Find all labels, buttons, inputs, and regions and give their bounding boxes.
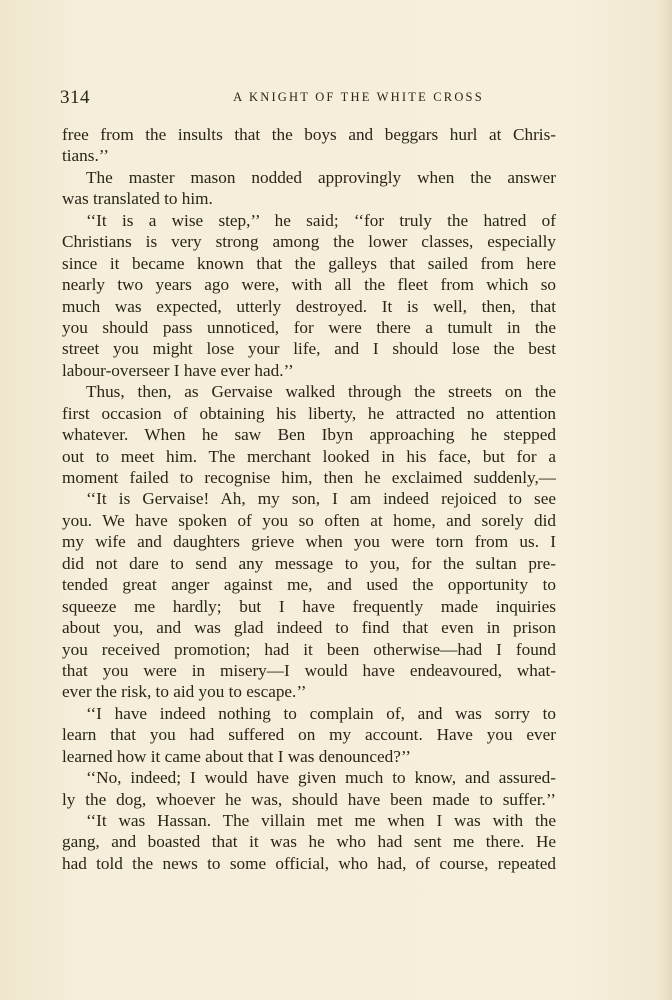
text-line: nearly two years ago were, with all the fleet from which so [62, 275, 556, 295]
text-line: Christians is very strong among the lower classes, especially [62, 232, 556, 252]
text-line: ‘‘It is a wise step,’’ he said; ‘‘for truly the hatred of [86, 210, 556, 230]
text-line: ‘‘It was Hassan. The villain met me when I was with the [86, 811, 556, 830]
text-line: gang, and boasted that it was he who had sent me there. He [62, 832, 556, 852]
text-line: ‘‘It is Gervaise! Ah, my son, I am indeed rejoiced to see [86, 489, 556, 509]
text-line: you received promotion; had it been otherwise—had I found [62, 639, 556, 659]
text-line: was translated to him. [62, 189, 213, 209]
text-line: you should pass unnoticed, for were there a tumult in the [62, 317, 556, 337]
text-line: you. We have spoken of you so often at home, and sorely did [62, 510, 556, 530]
body-text [62, 124, 556, 874]
page-number: 314 [60, 87, 90, 108]
text-line: squeeze me hardly; but I have frequently made inquiries [62, 596, 556, 616]
text-line: ever the risk, to aid you to escape.’’ [62, 682, 307, 702]
text-line: street you might lose your life, and I should lose the best [62, 339, 556, 359]
text-line: first occasion of obtaining his liberty, he attracted no attention [62, 403, 556, 423]
text-line: free from the insults that the boys and beggars hurl at Chris- [62, 125, 556, 144]
text-line: since it became known that the galleys that sailed from here [62, 253, 556, 273]
running-title: A KNIGHT OF THE WHITE CROSS [233, 90, 484, 104]
text-line: much was expected, utterly destroyed. It is well, then, that [62, 296, 556, 316]
text-line: my wife and daughters grieve when you were torn from us. I [62, 532, 556, 552]
text-line: Thus, then, as Gervaise walked through the streets on the [86, 382, 556, 402]
text-line: whatever. When he saw Ben Ibyn approaching he stepped [62, 425, 556, 445]
text-line: ‘‘I have indeed nothing to complain of, and was sorry to [86, 703, 556, 723]
text-line: ly the dog, whoever he was, should have been made to suffer.’’ [62, 789, 556, 809]
text-line: labour-overseer I have ever had.’’ [62, 360, 294, 380]
text-line: moment failed to recognise him, then he exclaimed suddenly,— [62, 468, 556, 487]
text-line: learn that you had suffered on my account. Have you ever [62, 725, 556, 745]
text-line: out to meet him. The merchant looked in his face, but for a [62, 446, 556, 466]
text-line: did not dare to send any message to you, for the sultan pre- [62, 553, 556, 573]
text-line: The master mason nodded approvingly when the answer [86, 167, 556, 187]
text-line: had told the news to some official, who had, of course, repeated [62, 853, 556, 873]
running-head [60, 87, 557, 111]
text-line: that you were in misery—I would have endeavoured, what- [62, 660, 556, 680]
text-line: learned how it came about that I was denounced?’’ [62, 746, 412, 766]
text-line: tended great anger against me, and used the opportunity to [62, 575, 556, 595]
text-line: tians.’’ [62, 146, 109, 166]
page-edge-shadow [658, 0, 672, 1000]
text-line: ‘‘No, indeed; I would have given much to know, and assured- [86, 768, 556, 788]
text-line: about you, and was glad indeed to find that even in prison [62, 618, 556, 638]
